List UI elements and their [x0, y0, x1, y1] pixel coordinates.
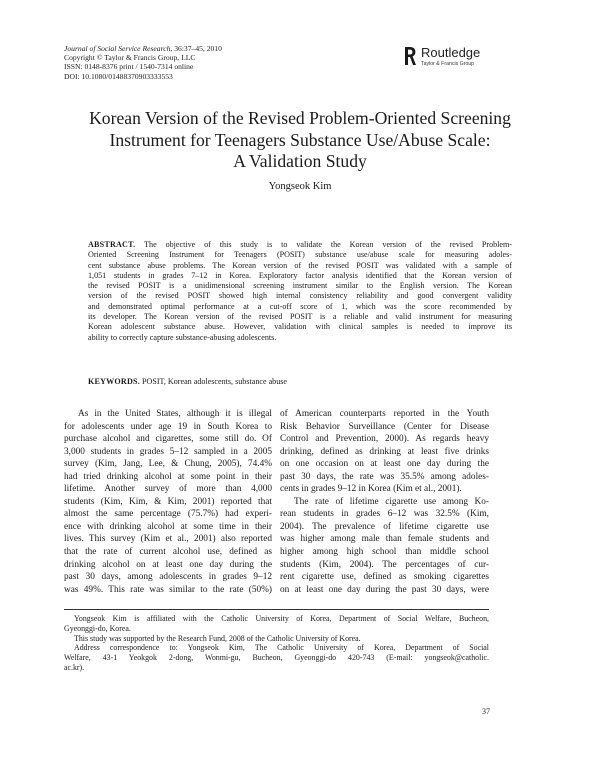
keywords [88, 377, 287, 387]
footnote-line: This study was supported by the Research Fund, 2008 of the Catholic University of Korea. [74, 633, 361, 643]
body-column-left [64, 408, 272, 596]
footnote-line: Gyeonggi-do, Korea. [64, 623, 131, 633]
body-line: students (Kim, 2004). The percentages of cur- [280, 559, 489, 570]
page-number: 37 [482, 707, 490, 716]
footnote-line: Welfare, 43-1 Yeokgok 2-dong, Wonmi-gu, Bucheon, Gyeonggi-do 420-743 (E-mail: yongseok@catholic. [64, 653, 489, 663]
body-line: almost the same percentage (75.7%) had experi- [64, 509, 272, 520]
body-line: As in the United States, although it is illegal [78, 409, 272, 419]
journal-issn: ISSN: 0148-8376 print / 1540-7314 online [64, 62, 194, 72]
body-line: was higher among male than female students and [280, 534, 489, 545]
body-line: on one occasion on at least one day during the [280, 459, 489, 470]
abstract-line [88, 240, 512, 250]
footnote-line: Address correspondence to: Yongseok Kim, The Catholic University of Korea, Department of Social [74, 643, 489, 653]
body-column-right [280, 408, 489, 596]
article-title [40, 108, 560, 173]
footnote-line: ac.kr). [64, 662, 85, 672]
body-line: of American counterparts reported in the Youth [280, 409, 489, 419]
body-line: Control and Prevention, 2000). As regards heavy [280, 434, 489, 445]
footnote-line: Yongseok Kim is affiliated with the Catholic University of Korea, Department of Social Welfare, Bucheon, [74, 614, 489, 623]
footnote-divider [64, 609, 489, 610]
body-line: had tried drinking alcohol at some point in their [64, 471, 272, 482]
journal-name-line [64, 44, 222, 53]
body-line: ence with drinking alcohol at some time in their [64, 521, 272, 532]
body-line: lifetime. Another survey of more than 4,000 [64, 484, 272, 495]
abstract-label: ABSTRACT. [88, 240, 136, 249]
body-line: past 30 days, the rate was 35.5% among adoles- [280, 471, 489, 482]
abstract-line: Korean adolescent substance abuse. However, validation with clinical samples is needed to improve its [88, 322, 512, 332]
keywords-label: KEYWORDS. [88, 377, 140, 386]
title-line: Instrument for Teenagers Substance Use/Abuse Scale: [109, 129, 491, 150]
body-line: 2004). The prevalence of lifetime cigarette use [280, 521, 489, 532]
journal-name: Journal of Social Service Research, [64, 44, 173, 53]
abstract-line: the revised POSIT is a unidimensional screening instrument similar to the English version. The Korean [88, 281, 512, 291]
abstract-line: Oriented Screening Instrument for Teenagers (POSIT) substance use/abuse scale for measuring adoles- [88, 250, 512, 260]
abstract [88, 240, 512, 343]
publisher-logo [404, 44, 494, 70]
abstract-line: and demonstrated optimal performance at a cut-off score of 1, which was the score recommended by [88, 301, 512, 311]
abstract-text: The objective of this study is to validate the Korean version of the revised Problem- [135, 240, 512, 249]
abstract-line: ability to correctly capture substance-abusing adolescents. [88, 332, 277, 342]
title-line: Korean Version of the Revised Problem-Oriented Screening [89, 108, 511, 128]
body-line: drinking alcohol on at least one day during the [64, 559, 272, 570]
body-line: survey (Kim, Jang, Lee, & Chung, 2005), 74.4% [64, 459, 272, 470]
publisher-name: Routledge [421, 45, 481, 60]
publisher-subtitle: Taylor & Francis Group [421, 61, 475, 67]
abstract-line: 1,051 students in grades 7–12 in Korea. Exploratory factor analysis identified that the Korean version of [88, 270, 512, 280]
body-line: was 49%. This rate was similar to the rate (50%) [64, 584, 272, 595]
footnotes [64, 614, 489, 673]
body-line: 3,000 students in grades 5–12 sampled in a 2005 [64, 446, 272, 457]
journal-volume: 36:37–45, 2010 [172, 44, 222, 53]
abstract-line: cent substance abuse problems. The Korean version of the revised POSIT was validated with a sample of [88, 260, 512, 270]
routledge-r-icon [404, 46, 416, 66]
body-line: for adolescents under age 19 in South Korea to [64, 421, 272, 432]
body-line: lives. This survey (Kim et al., 2001) also reported [64, 534, 272, 545]
journal-copyright: Copyright © Taylor & Francis Group, LLC [64, 53, 196, 63]
body-line: The rate of lifetime cigarette use among Ko- [294, 496, 489, 507]
keywords-text: POSIT, Korean adolescents, substance abuse [139, 377, 288, 386]
body-line: Risk Behavior Surveillance (Center for Disease [280, 421, 489, 432]
body-line: past 30 days, among adolescents in grades 9–12 [64, 572, 272, 583]
body-line: higher among high school than middle school [280, 547, 489, 558]
body-line: students (Kim, Kim, & Kim, 2001) reported that [64, 496, 272, 507]
body-line: rean students in grades 6–12 was 32.5% (Kim, [280, 509, 489, 520]
title-line: A Validation Study [233, 151, 367, 171]
body-line: rent cigarette use, defined as smoking cigarettes [280, 572, 489, 583]
abstract-line: its developer. The Korean version of the revised POSIT is a reliable and valid instrument for measuring [88, 312, 512, 322]
journal-citation-block [64, 44, 222, 81]
body-line: drinking, defined as drinking at least five drinks [280, 446, 489, 457]
author-name: Yongseok Kim [268, 181, 332, 192]
body-line: cents in grades 9–12 in Korea (Kim et al., 2001). [280, 484, 462, 495]
body-line: on at least one day during the past 30 days, were [280, 584, 489, 595]
journal-doi: DOI: 10.1080/01488370903333553 [64, 71, 173, 81]
body-line: that the rate of current alcohol use, defined as [64, 547, 272, 558]
abstract-line: version of the revised POSIT showed high internal consistency reliability and good convergent validity [88, 291, 512, 301]
body-line: purchase alcohol and cigarettes, some still do. Of [64, 434, 272, 445]
